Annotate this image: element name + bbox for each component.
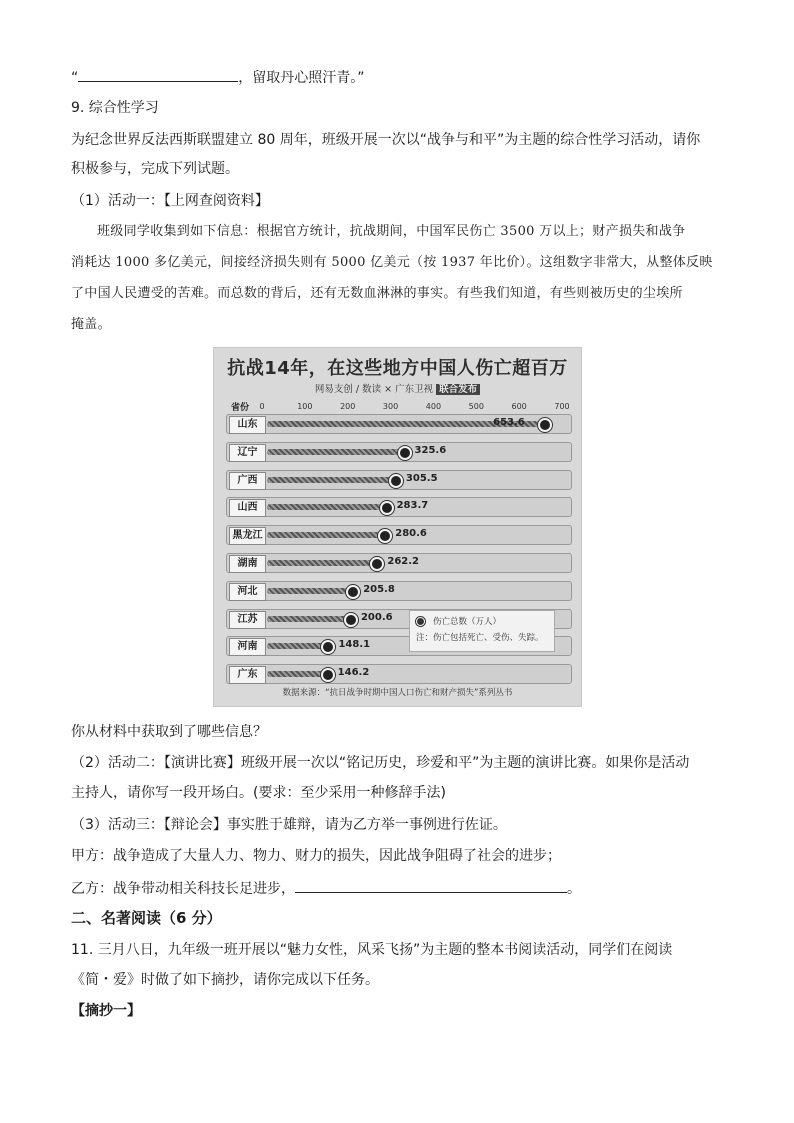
chart-tick-label: 100: [297, 402, 313, 411]
chart-value-label: 305.5: [405, 472, 438, 484]
chart-subtitle: [214, 381, 581, 395]
chart-subtitle-brand: 广东卫视: [395, 384, 434, 395]
chart-value-label: 653.6: [493, 417, 525, 428]
chart-category-label: 广东: [229, 666, 266, 684]
legend-dot-icon: [416, 617, 425, 626]
side-b-text: 乙方：战争带动相关科技长足进步，: [71, 881, 295, 897]
chart-category-label: 山东: [229, 416, 266, 434]
chart-point: [321, 668, 335, 682]
chart-category-label: 湖南: [229, 555, 266, 573]
chart-point: [398, 446, 412, 460]
previous-line-text: ，留取丹心照汗青。”: [238, 70, 365, 86]
side-b-statement: [71, 877, 581, 899]
chart-point: [380, 501, 394, 515]
chart-bar: [267, 449, 403, 455]
legend-note: 注：伤亡包括死亡、受伤、失踪。: [416, 633, 544, 643]
chart-category-label: 河北: [229, 583, 266, 601]
excerpt-1-heading: 【摘抄一】: [71, 1003, 141, 1019]
chart-bar: [267, 671, 326, 677]
chart-bar: [267, 616, 349, 622]
activity-3-heading: （3）活动三：【辩论会】事实胜于雄辩，请为乙方举一事例进行佐证。: [71, 817, 507, 833]
chart-row: [226, 553, 572, 573]
side-a-statement: 甲方：战争造成了大量人力、物力、财力的损失，因此战争阻碍了社会的进步；: [71, 848, 561, 864]
legend-entry: [416, 615, 548, 627]
chart-bar: [267, 477, 394, 483]
chart-tick-label: 0: [259, 402, 265, 411]
chart-row: [226, 442, 572, 462]
chart-bar: [267, 504, 385, 510]
intro-line-2: 积极参与，完成下列试题。: [71, 161, 239, 177]
chart-value-label: 280.6: [395, 528, 427, 540]
chart-point: [389, 474, 403, 488]
chart-value-label: 325.6: [414, 444, 447, 456]
chart-axis-label: 省份: [231, 403, 250, 413]
chart-tick-label: 500: [468, 402, 484, 411]
chart-tick-label: 200: [340, 402, 356, 411]
open-quote: “: [71, 70, 79, 86]
chart-value-label: 205.8: [363, 583, 395, 595]
chart-category-label: 辽宁: [229, 444, 266, 462]
chart-legend: [409, 610, 555, 652]
question-11-line-1: 11. 三月八日，九年级一班开展以“魅力女性，风采飞扬”为主题的整本书阅读活动，同学们在阅读: [71, 942, 673, 958]
section-2-heading: 二、名著阅读（6 分）: [71, 909, 222, 927]
chart-category-label: 广西: [229, 472, 266, 490]
chart-bar: [267, 560, 375, 566]
previous-answer-line: [71, 66, 365, 88]
material-line-2: 消耗达 1000 多亿美元，间接经济损失则有 5000 亿美元（按 1937 年比价）。这组数字非常大，从整体反映: [71, 255, 713, 270]
chart-value-label: 148.1: [338, 639, 371, 651]
chart-bar: [267, 643, 326, 649]
chart-subtitle-mid: / 数读 ×: [355, 384, 393, 395]
legend-label: 伤亡总数（万人）: [433, 617, 502, 627]
chart-category-label: 河南: [229, 638, 266, 656]
activity-1-heading: （1）活动一：【上网查阅资料】: [71, 193, 269, 209]
chart-point: [346, 585, 360, 599]
chart-row: [226, 497, 572, 517]
intro-line-1: 为纪念世界反法西斯联盟建立 80 周年，班级开展一次以“战争与和平”为主题的综合性学习活动，请你: [71, 132, 701, 148]
chart-point: [538, 418, 552, 432]
chart-category-label: 黑龙江: [229, 527, 266, 545]
question-9-title: 9. 综合性学习: [71, 100, 159, 116]
chart-value-label: 283.7: [396, 500, 429, 512]
chart-row: [226, 581, 572, 601]
chart-point: [378, 529, 392, 543]
activity-2-line-1: （2）活动二：【演讲比赛】班级开展一次以“铭记历史，珍爱和平”为主题的演讲比赛。如果你是活动: [71, 755, 690, 771]
chart-row: [226, 525, 572, 545]
chart-bar: [267, 588, 351, 594]
casualty-chart: [213, 347, 582, 707]
chart-tick-label: 300: [382, 402, 399, 411]
chart-tick-label: 600: [511, 402, 527, 411]
answer-blank-previous[interactable]: [78, 66, 238, 82]
chart-bar: [267, 532, 383, 538]
side-b-end: 。: [567, 881, 581, 897]
chart-title: 抗战14年，在这些地方中国人伤亡超百万: [227, 358, 568, 379]
chart-point: [321, 640, 335, 654]
material-line-3: 了中国人民遭受的苦难。而总数的背后，还有无数血淋淋的事实。有些我们知道，有些则被历史的尘埃所: [71, 286, 683, 301]
chart-tick-label: 400: [425, 402, 442, 411]
chart-point: [344, 613, 358, 627]
question-info: 你从材料中获取到了哪些信息？: [71, 724, 267, 740]
chart-value-label: 200.6: [360, 611, 393, 623]
chart-value-label: 262.2: [387, 556, 419, 567]
chart-value-label: 146.2: [337, 667, 370, 679]
activity-2-line-2: 主持人，请你写一段开场白。(要求：至少采用一种修辞手法): [71, 785, 446, 801]
chart-subtitle-left: 网易支创: [314, 384, 353, 395]
answer-blank-side-b[interactable]: [295, 877, 567, 893]
question-11-line-2: 《简・爱》时做了如下摘抄，请你完成以下任务。: [71, 972, 379, 988]
material-line-1: 班级同学收集到如下信息：根据官方统计，抗战期间，中国军民伤亡 3500 万以上；财产损失和战争: [97, 224, 686, 239]
material-line-4: 掩盖。: [71, 317, 111, 332]
chart-row: [226, 470, 572, 490]
chart-row: [226, 664, 572, 684]
chart-tick-label: 700: [554, 402, 570, 411]
chart-point: [370, 557, 384, 571]
chart-category-label: 江苏: [229, 611, 266, 629]
chart-source: 数据来源：“抗日战争时期中国人口伤亡和财产损失”系列丛书: [282, 688, 513, 698]
chart-row: [226, 414, 572, 434]
chart-category-label: 山西: [229, 499, 266, 517]
chart-subtitle-tag: 联合发布: [436, 384, 480, 395]
